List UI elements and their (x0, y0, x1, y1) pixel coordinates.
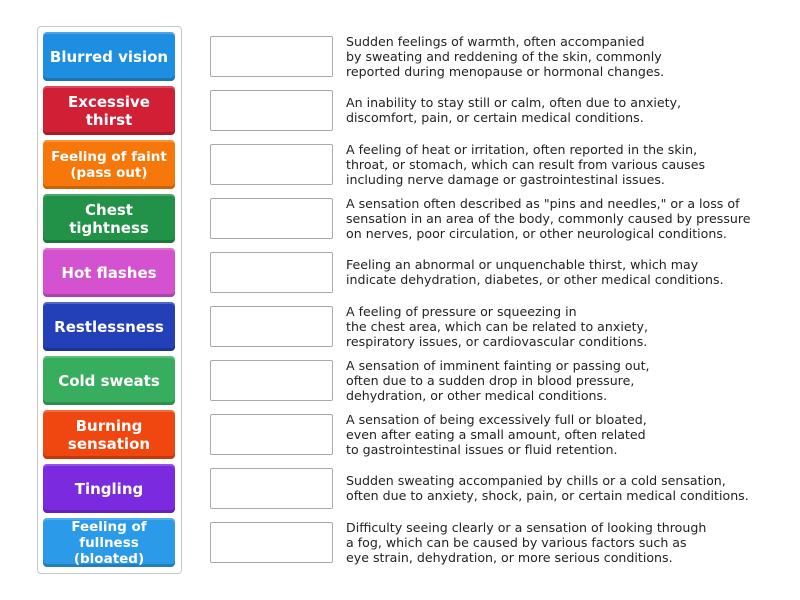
answer-tile[interactable] (43, 464, 175, 513)
drop-slot[interactable] (210, 414, 333, 455)
description-text: An inability to stay still or calm, often due to anxiety, discomfort, pain, or certain medical conditions. (346, 95, 682, 125)
description-text: Difficulty seeing clearly or a sensation of looking through a fog, which can be caused by various factors such as eye strain, dehydration, or more serious conditions. (346, 519, 707, 565)
description-text: A sensation often described as "pins and needles," or a loss of sensation in an area of the body, commonly caused by pressure on nerves, poor circulation, or other neurological conditions. (346, 195, 751, 241)
description-text: Sudden sweating accompanied by chills or a cold sensation, often due to anxiety, shock, pain, or certain medical conditions. (346, 473, 749, 503)
answer-tile-label: Tingling (74, 479, 144, 498)
drop-slot[interactable] (210, 522, 333, 563)
answer-tile[interactable] (43, 32, 175, 81)
answer-tile[interactable] (43, 194, 175, 243)
description-text: A feeling of heat or irritation, often reported in the skin, throat, or stomach, which can result from various causes including nerve damage or gastrointestinal issues. (346, 141, 706, 187)
answer-tile-label: Blurred vision (49, 47, 169, 66)
drop-slot[interactable] (210, 36, 333, 77)
description-text: Sudden feelings of warmth, often accompanied by sweating and reddening of the skin, commonly reported during menopause or hormonal changes. (346, 33, 665, 79)
description-text: Feeling an abnormal or unquenchable thirst, which may indicate dehydration, diabetes, or other medical conditions. (346, 257, 724, 287)
answer-tile-label: Chest tightness (69, 200, 149, 237)
description-text: A sensation of being excessively full or bloated, even after eating a small amount, often related to gastrointestinal issues or fluid retention. (346, 411, 647, 457)
drop-slot[interactable] (210, 198, 333, 239)
drop-slot[interactable] (210, 144, 333, 185)
answer-tile[interactable] (43, 410, 175, 459)
answer-tile[interactable] (43, 302, 175, 351)
description-text: A sensation of imminent fainting or passing out, often due to a sudden drop in blood pressure, dehydration, or other medical conditions. (346, 357, 650, 403)
drop-slot[interactable] (210, 252, 333, 293)
answer-tile-label: Feeling of fullness (bloated) (71, 518, 147, 567)
answer-tile-label: Burning sensation (67, 416, 151, 453)
answer-tile-label: Hot flashes (61, 263, 157, 282)
answer-tile[interactable] (43, 356, 175, 405)
answer-tile[interactable] (43, 86, 175, 135)
answer-tile[interactable] (43, 248, 175, 297)
drop-slot[interactable] (210, 360, 333, 401)
drop-slot[interactable] (210, 468, 333, 509)
answer-tile[interactable] (43, 518, 175, 567)
drop-slot[interactable] (210, 306, 333, 347)
answer-tile-label: Feeling of faint (pass out) (51, 148, 167, 181)
answer-tile[interactable] (43, 140, 175, 189)
answer-tile-label: Restlessness (54, 317, 164, 336)
answer-tile-label: Cold sweats (58, 371, 160, 390)
answer-tile-label: Excessive thirst (68, 92, 150, 129)
description-text: A feeling of pressure or squeezing in the chest area, which can be related to anxiety, respiratory issues, or cardiovascular conditions. (346, 303, 648, 349)
drop-slot[interactable] (210, 90, 333, 131)
